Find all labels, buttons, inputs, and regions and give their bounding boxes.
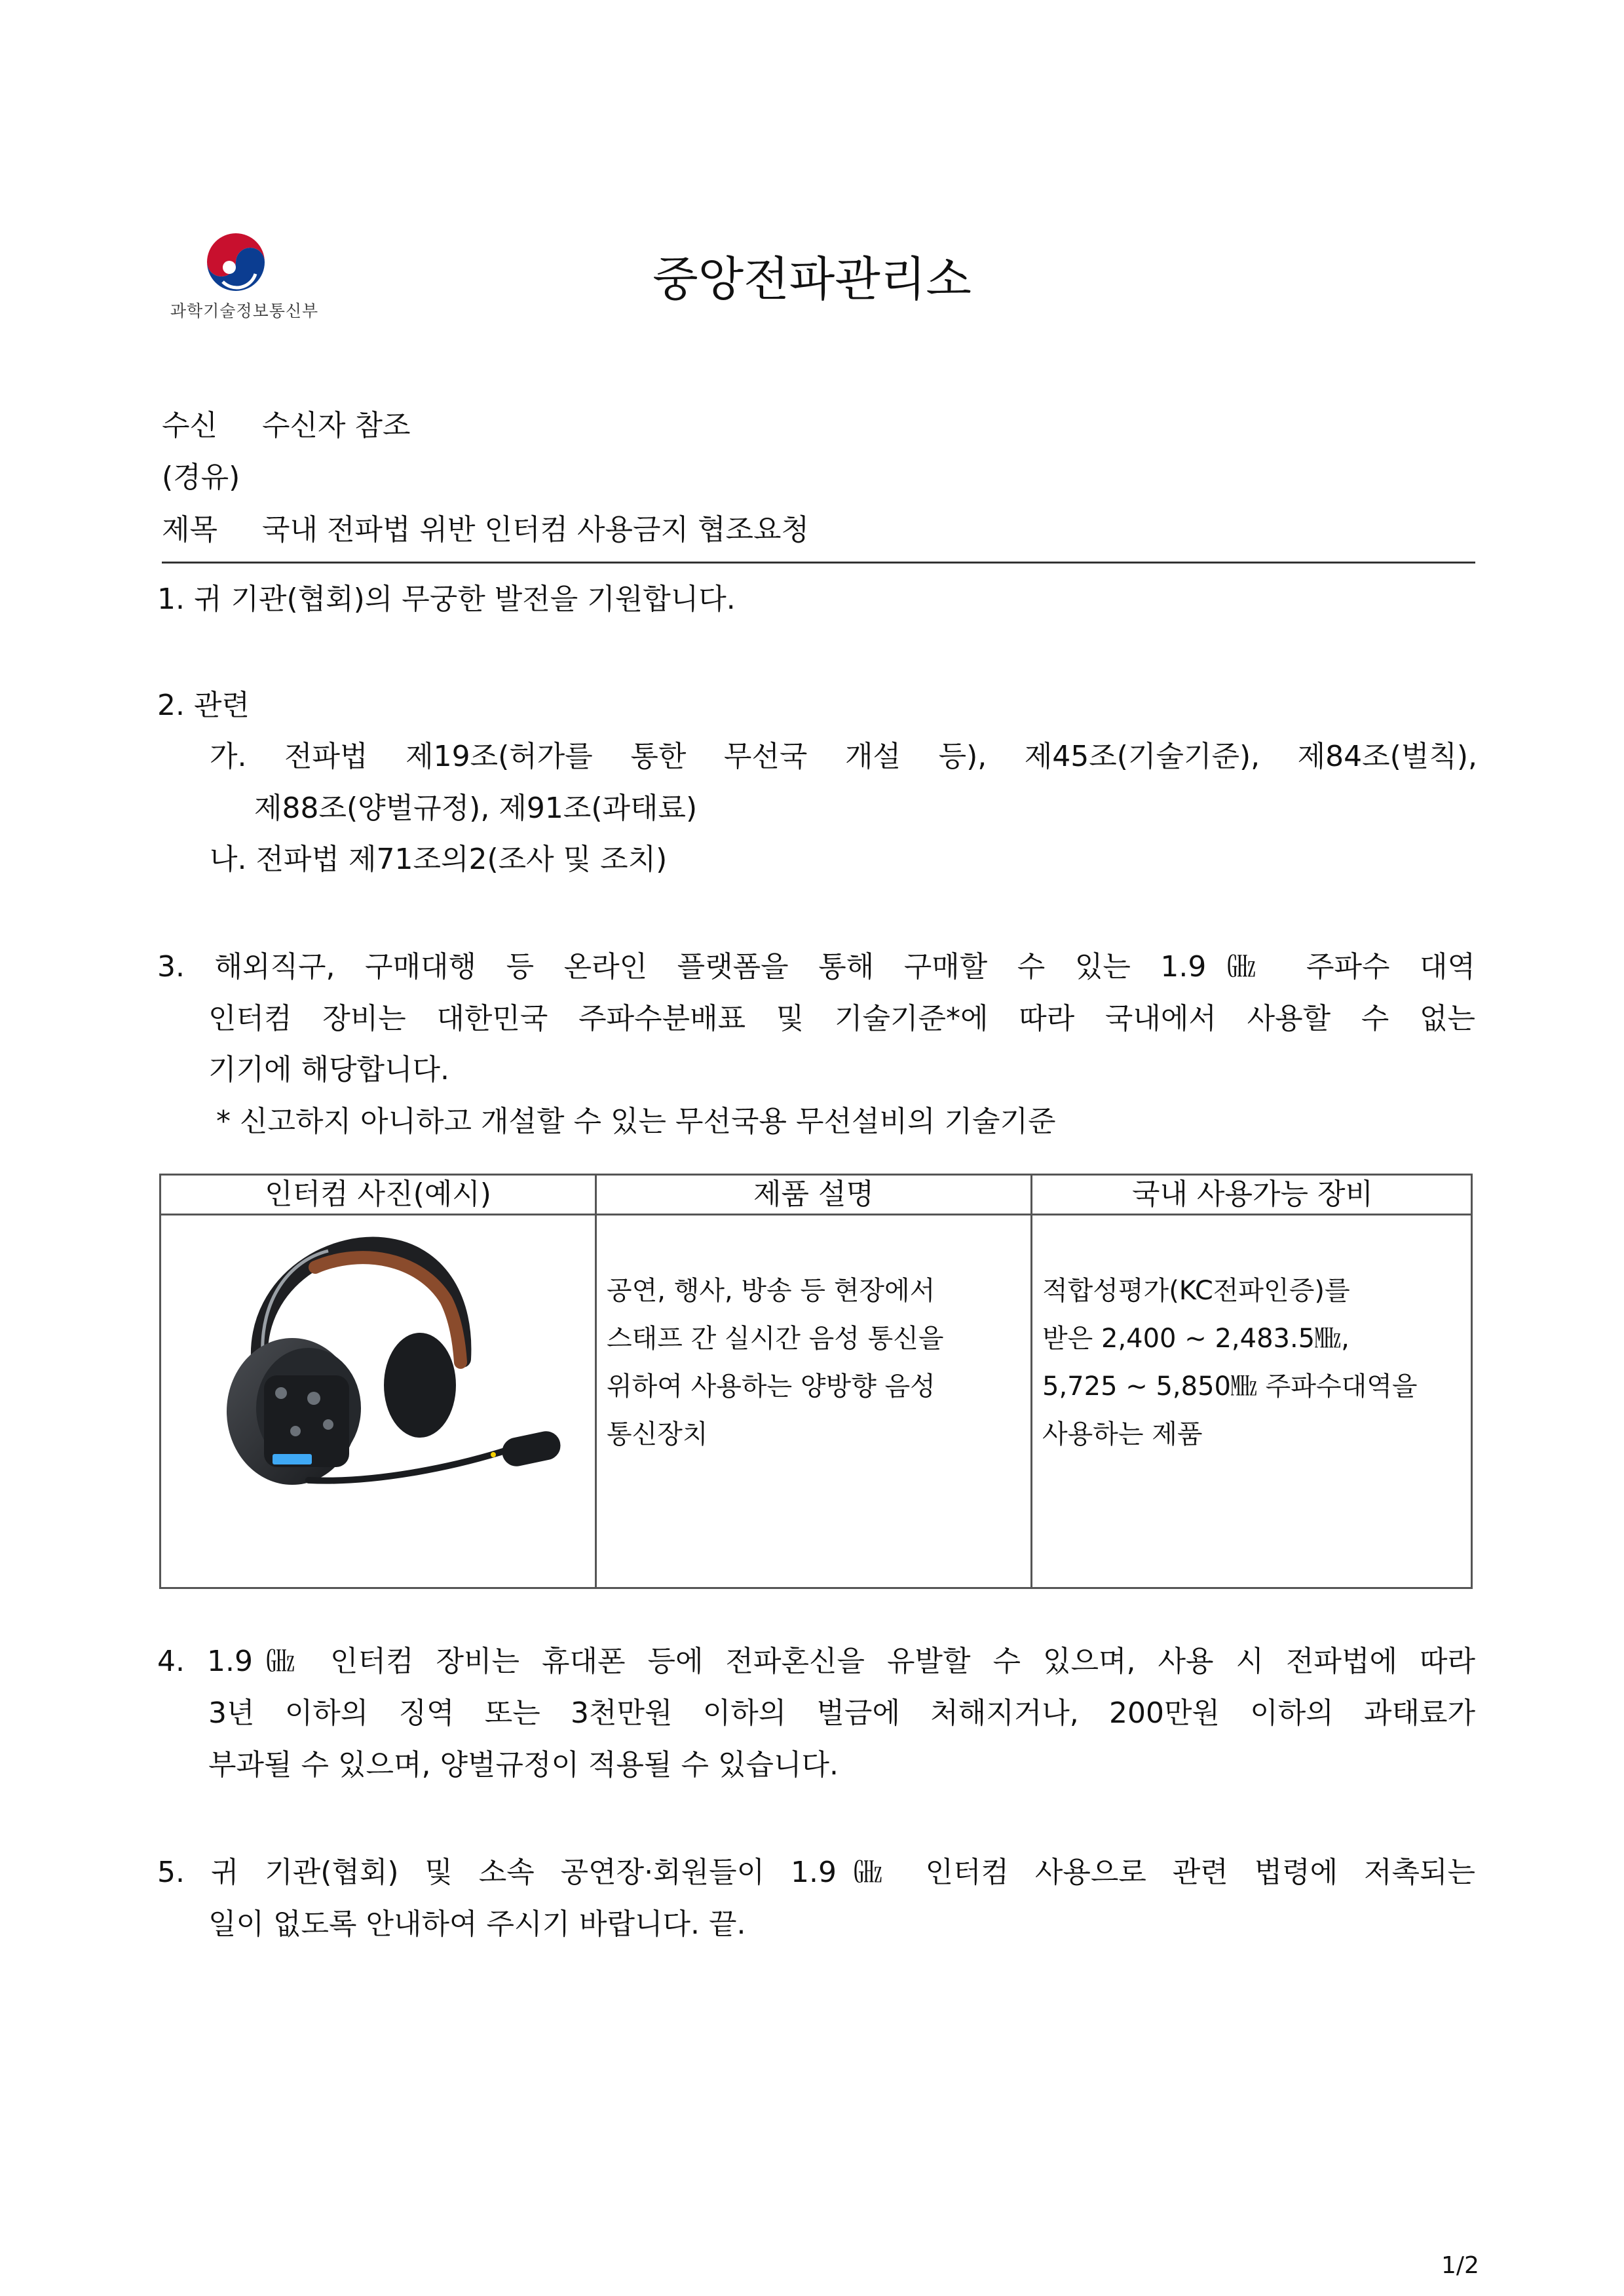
table-header-allowed: 국내 사용가능 장비 xyxy=(1131,1177,1373,1211)
paragraph-3-line-1: 3. 해외직구, 구매대행 등 온라인 플랫폼을 통해 구매할 수 있는 1.9㎓ 주파수 대역 xyxy=(157,950,1475,984)
table-divider xyxy=(1030,1176,1032,1587)
header-divider xyxy=(162,562,1475,564)
allowed-line: 받은 2,400 ~ 2,483.5㎒, xyxy=(1042,1324,1350,1354)
subject-label: 제목 xyxy=(162,513,218,546)
table-header-divider xyxy=(161,1214,1471,1215)
table-header-description: 제품 설명 xyxy=(753,1177,874,1211)
ministry-name: 과학기술정보통신부 xyxy=(170,301,319,320)
subject-line xyxy=(162,513,810,546)
description-line: 위하여 사용하는 양방향 음성 xyxy=(607,1371,935,1402)
paragraph-2-item-b: 나. 전파법 제71조의2(조사 및 조치) xyxy=(210,843,668,876)
paragraph-3-line-3: 기기에 해당합니다. xyxy=(208,1053,450,1086)
description-line: 통신장치 xyxy=(607,1419,708,1449)
paragraph-3-note: * 신고하지 아니하고 개설할 수 있는 무선국용 무선설비의 기술기준 xyxy=(216,1105,1056,1138)
description-line: 스태프 간 실시간 음성 통신을 xyxy=(607,1324,944,1354)
table-header-photo: 인터컴 사진(예시) xyxy=(265,1177,491,1211)
paragraph-4-line-3: 부과될 수 있으며, 양벌규정이 적용될 수 있습니다. xyxy=(208,1748,839,1782)
allowed-line: 적합성평가(KC전파인증)를 xyxy=(1042,1276,1350,1306)
recipient-label: 수신 xyxy=(162,409,218,442)
organization-title: 중앙전파관리소 xyxy=(652,252,972,307)
allowed-line: 5,725 ~ 5,850㎒ 주파수대역을 xyxy=(1042,1371,1418,1402)
paragraph-2-item-a: 가. 전파법 제19조(허가를 통한 무선국 개설 등), 제45조(기술기준), 제84조(벌칙), xyxy=(210,740,1477,773)
paragraph-5-line-1: 5. 귀 기관(협회) 및 소속 공연장·회원들이 1.9㎓ 인터컴 사용으로 관련 법령에 저촉되는 xyxy=(157,1856,1475,1889)
allowed-equipment-cell xyxy=(1042,1267,1418,1459)
paragraph-5-line-2: 일이 없도록 안내하여 주시기 바랍니다. 끝. xyxy=(208,1907,746,1941)
recipient-line xyxy=(162,411,411,440)
paragraph-4-line-2: 3년 이하의 징역 또는 3천만원 이하의 벌금에 처해지거나, 200만원 이하의 과태료가 xyxy=(208,1696,1475,1730)
description-cell xyxy=(607,1267,944,1459)
paragraph-2-item-a-cont: 제88조(양벌규정), 제91조(과태료) xyxy=(254,792,698,825)
intercom-table xyxy=(159,1174,1473,1589)
subject-value: 국내 전파법 위반 인터컴 사용금지 협조요청 xyxy=(262,513,810,546)
paragraph-1: 1. 귀 기관(협회)의 무궁한 발전을 기원합니다. xyxy=(157,583,736,616)
table-divider xyxy=(595,1176,597,1587)
intercom-headset-image xyxy=(204,1221,571,1536)
paragraph-4-line-1: 4. 1.9㎓ 인터컴 장비는 휴대폰 등에 전파혼신을 유발할 수 있으며, 사용 시 전파법에 따라 xyxy=(157,1645,1475,1678)
via-line: (경유) xyxy=(162,461,240,494)
paragraph-2-title: 2. 관련 xyxy=(157,689,250,722)
page-number: 1/2 xyxy=(1441,2252,1479,2279)
allowed-line: 사용하는 제품 xyxy=(1042,1419,1203,1449)
description-line: 공연, 행사, 방송 등 현장에서 xyxy=(607,1276,935,1306)
paragraph-3-line-2: 인터컴 장비는 대한민국 주파수분배표 및 기술기준*에 따라 국내에서 사용할 수 없는 xyxy=(208,1002,1475,1035)
recipient-value: 수신자 참조 xyxy=(262,409,411,442)
